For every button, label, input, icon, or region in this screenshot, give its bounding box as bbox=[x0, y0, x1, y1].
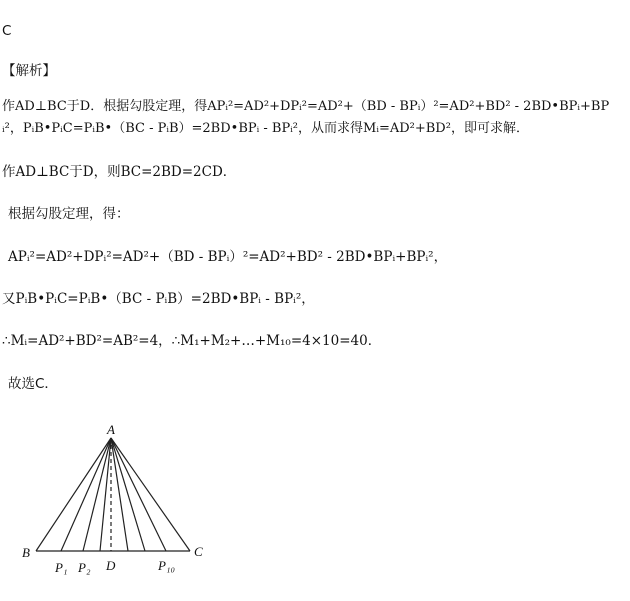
analysis-line-2: ᵢ²，PᵢB•PᵢC=PᵢB•（BC - PᵢB）=2BD•BPᵢ - BPᵢ²，从而求得Mᵢ=AD²+BD²，即可求解． bbox=[2, 121, 529, 136]
analysis-line-1: 作AD⊥BC于D．根据勾股定理，得APᵢ²=AD²+DPᵢ²=AD²+（BD - BPᵢ）²=AD²+BD² - 2BD•BPᵢ+BP bbox=[2, 99, 610, 114]
label-b: B bbox=[22, 545, 30, 560]
answer-letter: C bbox=[2, 23, 12, 39]
solution-line-2: 根据勾股定理，得： bbox=[8, 206, 130, 222]
side-ab bbox=[36, 438, 111, 551]
conclusion: 故选C． bbox=[8, 376, 58, 392]
segment-ap1 bbox=[61, 438, 111, 551]
segment-ap2 bbox=[83, 438, 111, 551]
label-p2: P₂ bbox=[78, 560, 91, 575]
label-a: A bbox=[107, 422, 115, 437]
label-p1: P₁ bbox=[55, 560, 68, 575]
solution-line-3: APᵢ²=AD²+DPᵢ²=AD²+（BD - BPᵢ）²=AD²+BD² - 2BD•BPᵢ+BPᵢ²， bbox=[8, 249, 448, 265]
section-title: 【解析】 bbox=[2, 63, 56, 79]
solution-line-1: 作AD⊥BC于D，则BC=2BD=2CD． bbox=[2, 164, 237, 180]
solution-line-5: ∴Mᵢ=AD²+BD²=AB²=4，∴M₁+M₂+…+M₁₀=4×10=40． bbox=[2, 333, 382, 349]
label-c: C bbox=[194, 544, 203, 559]
solution-line-4: 又PᵢB•PᵢC=PᵢB•（BC - PᵢB）=2BD•BPᵢ - BPᵢ²， bbox=[2, 291, 315, 307]
segment-ap3 bbox=[100, 438, 111, 551]
label-p10: P₁₀ bbox=[158, 558, 175, 573]
side-ac bbox=[111, 438, 190, 551]
label-d: D bbox=[106, 558, 116, 573]
segment-ap-right2 bbox=[111, 438, 145, 551]
